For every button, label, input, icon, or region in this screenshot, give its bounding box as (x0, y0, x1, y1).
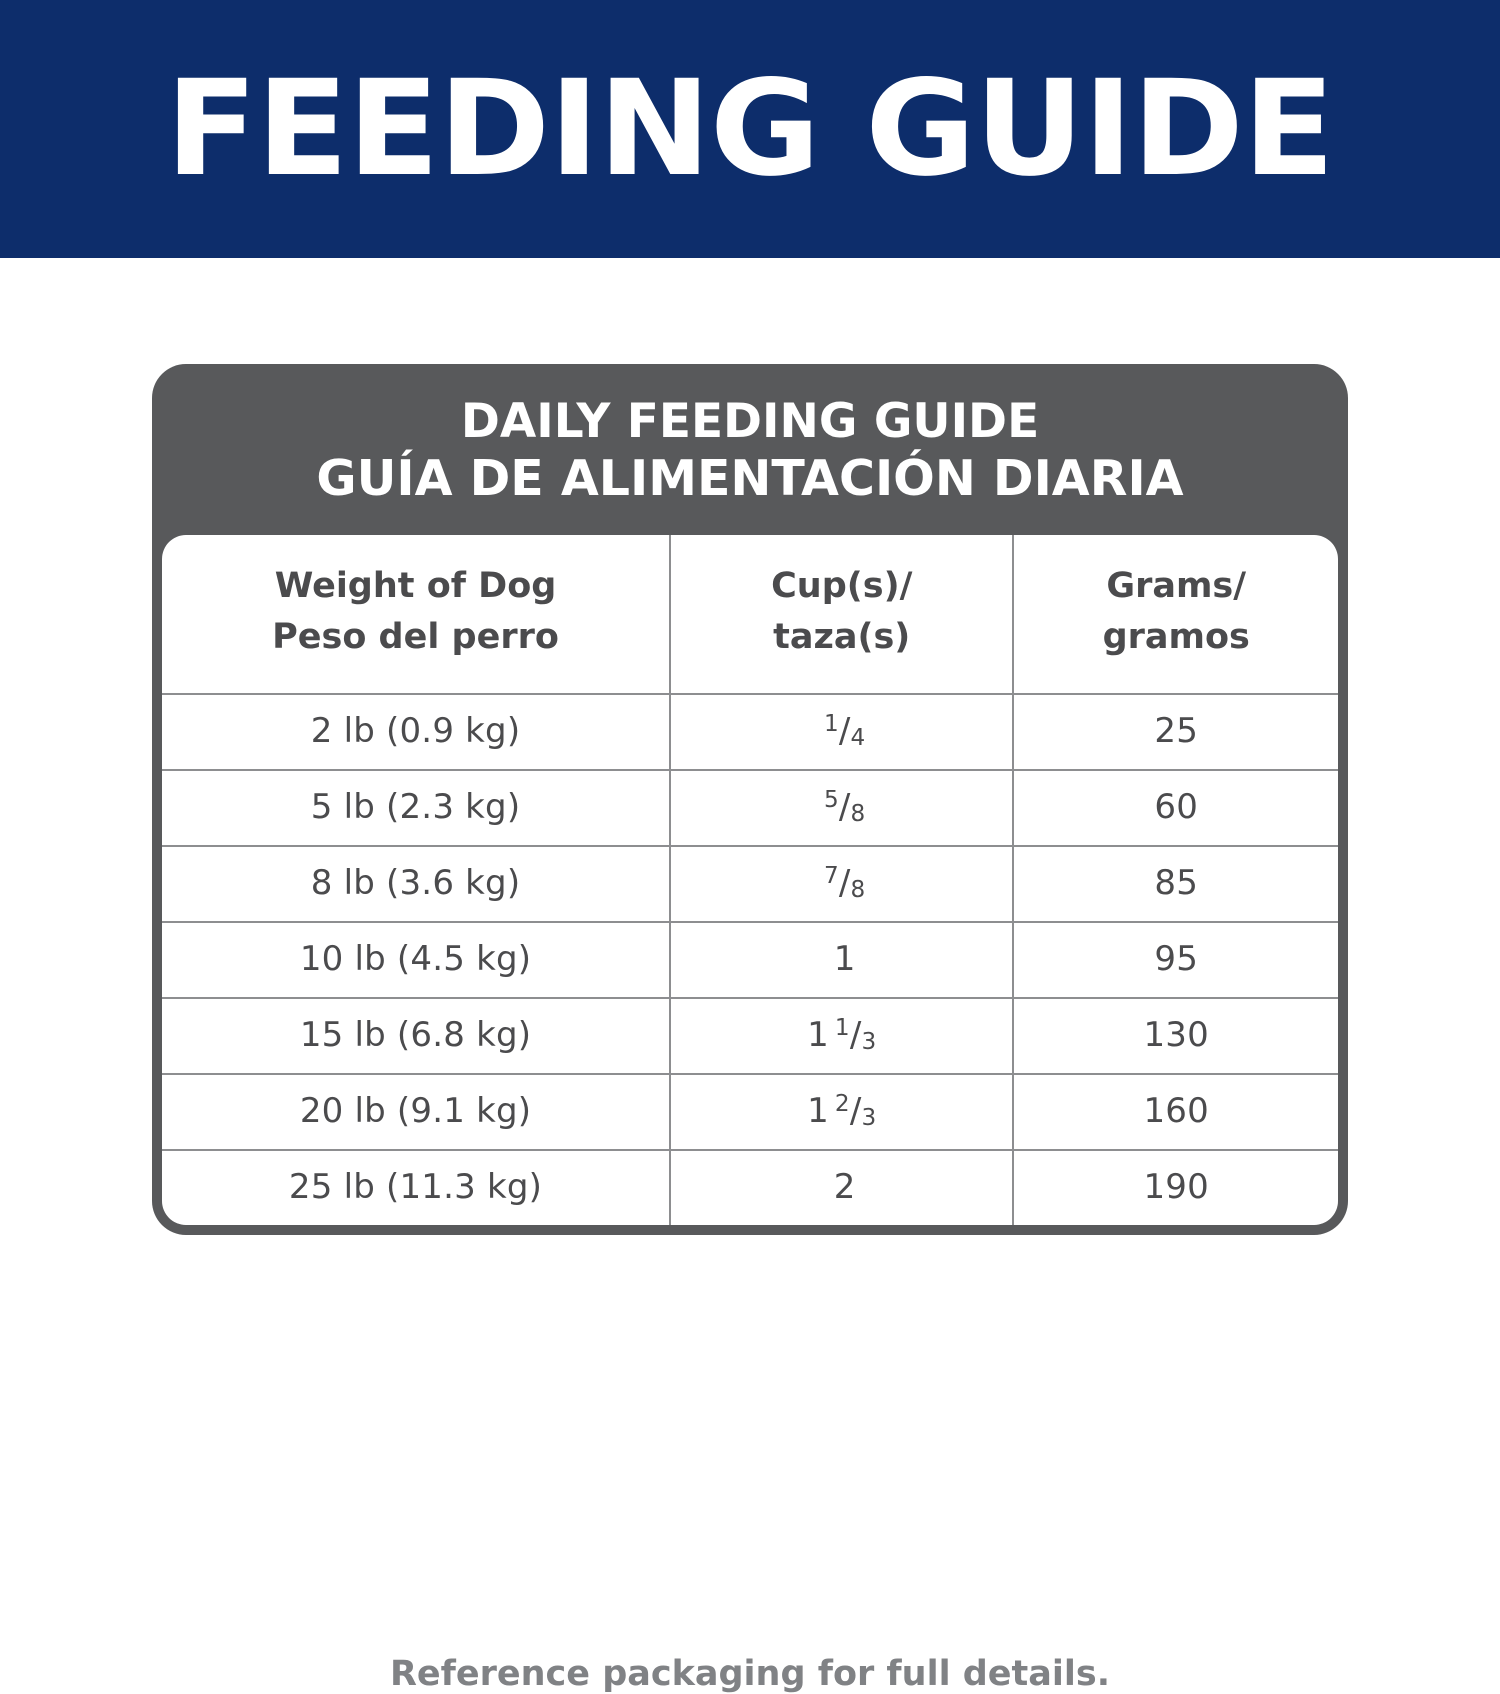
cell-weight: 10 lb (4.5 kg) (162, 922, 670, 998)
cell-weight: 15 lb (6.8 kg) (162, 998, 670, 1074)
table-row (162, 1074, 1338, 1150)
column-header-grams (1013, 535, 1338, 694)
card-heading-english: DAILY FEEDING GUIDE (460, 394, 1040, 449)
fraction-denominator: 3 (861, 1104, 877, 1131)
cell-weight: 8 lb (3.6 kg) (162, 846, 670, 922)
column-header-weight (162, 535, 670, 694)
cell-grams: 190 (1143, 1166, 1209, 1207)
cell-weight: 25 lb (11.3 kg) (162, 1150, 670, 1225)
column-header-grams-english: Grams/ (1106, 566, 1247, 607)
cups-plain: 2 (833, 1166, 856, 1207)
daily-feeding-guide-card (152, 364, 1348, 1235)
cell-grams: 160 (1013, 1074, 1338, 1150)
card-heading (152, 364, 1348, 535)
cups-fraction (835, 1091, 876, 1131)
fraction-slash: / (849, 1090, 862, 1131)
column-header-weight-spanish: Peso del perro (272, 616, 559, 657)
cell-cups (670, 1150, 1013, 1225)
fraction-numerator: 2 (834, 1090, 850, 1117)
fraction-denominator: 4 (850, 724, 866, 751)
column-header-cups-english: Cup(s)/ (771, 566, 913, 607)
cell-cups (670, 694, 1013, 770)
cups-whole: 1 (807, 1090, 829, 1131)
table-row (162, 1150, 1338, 1225)
page-title: FEEDING GUIDE (165, 52, 1335, 206)
column-header-weight-english: Weight of Dog (274, 566, 557, 607)
table-header-row (162, 535, 1338, 694)
daily-feeding-table (162, 535, 1338, 1225)
cell-grams: 85 (1013, 846, 1338, 922)
fraction-slash: / (838, 862, 851, 903)
fraction-numerator: 5 (823, 786, 839, 813)
cups-fraction (824, 787, 865, 827)
column-header-cups (670, 535, 1013, 694)
cell-cups (670, 922, 1013, 998)
cell-cups (670, 1074, 1013, 1150)
cell-grams: 130 (1013, 998, 1338, 1074)
cell-cups (670, 998, 1013, 1074)
column-header-grams-spanish: gramos (1102, 616, 1250, 657)
table-row (162, 770, 1338, 846)
cups-fraction (824, 711, 865, 751)
table-header (162, 535, 1338, 694)
cups-whole: 1 (807, 1014, 829, 1055)
table-body (162, 694, 1338, 1225)
cell-grams: 25 (1013, 694, 1338, 770)
cell-cups (670, 846, 1013, 922)
cell-weight: 20 lb (9.1 kg) (162, 1074, 670, 1150)
table-row (162, 998, 1338, 1074)
fraction-denominator: 3 (861, 1028, 877, 1055)
cell-grams: 60 (1013, 770, 1338, 846)
cups-fraction (835, 1015, 876, 1055)
footnote-text: Reference packaging for full details. (389, 1654, 1111, 1694)
table-row (162, 694, 1338, 770)
fraction-denominator: 8 (850, 800, 866, 827)
table-row (162, 922, 1338, 998)
feeding-guide-banner (0, 0, 1500, 258)
cell-cups (670, 770, 1013, 846)
fraction-numerator: 1 (823, 710, 839, 737)
feeding-guide-card-region (0, 258, 1500, 1694)
fraction-slash: / (838, 710, 851, 751)
cups-plain: 1 (833, 938, 856, 979)
fraction-slash: / (849, 1014, 862, 1055)
cell-grams: 95 (1013, 922, 1338, 998)
fraction-denominator: 8 (850, 876, 866, 903)
cell-weight: 2 lb (0.9 kg) (162, 694, 670, 770)
feeding-table-container (162, 535, 1338, 1225)
card-heading-spanish: GUÍA DE ALIMENTACIÓN DIARIA (316, 450, 1184, 508)
column-header-cups-spanish: taza(s) (773, 616, 911, 657)
cell-weight: 5 lb (2.3 kg) (162, 770, 670, 846)
fraction-slash: / (838, 786, 851, 827)
fraction-numerator: 7 (823, 862, 839, 889)
table-row (162, 846, 1338, 922)
fraction-numerator: 1 (834, 1014, 850, 1041)
cups-fraction (824, 863, 865, 903)
